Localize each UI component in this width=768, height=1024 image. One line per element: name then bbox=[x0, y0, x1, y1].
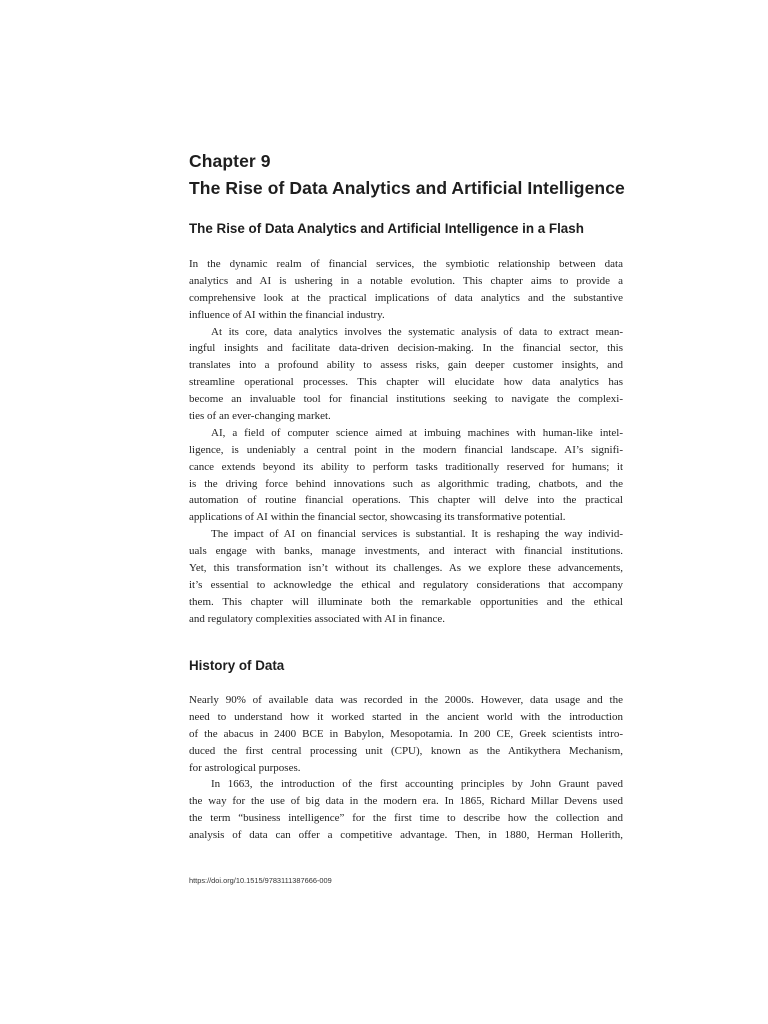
doi-link[interactable]: https://doi.org/10.1515/9783111387666-009 bbox=[189, 876, 332, 885]
text-line: automation of routine financial operations. This chapter will delve into the practical bbox=[189, 494, 623, 507]
text-line: cance extends beyond its ability to perform tasks traditionally reserved for humans; it bbox=[189, 460, 623, 473]
text-line: for astrological purposes. bbox=[189, 761, 301, 774]
text-line: In 1663, the introduction of the first accounting principles by John Graunt paved bbox=[211, 778, 623, 791]
text-line: the way for the use of big data in the modern era. In 1865, Richard Millar Devens used bbox=[189, 795, 623, 808]
text-line: applications of AI within the financial sector, showcasing its transformative potential. bbox=[189, 511, 566, 524]
text-line: it’s essential to acknowledge the ethical and regulatory considerations that accompany bbox=[189, 578, 623, 591]
text-line: comprehensive look at the practical implications of data analytics and the substantive bbox=[189, 291, 623, 304]
text-line: need to understand how it worked started in the ancient world with the introduction bbox=[189, 710, 623, 723]
text-line: translates into a profound ability to assess risks, gain deeper customer insights, and bbox=[189, 359, 623, 372]
text-line: Yet, this transformation isn’t without its challenges. As we explore these advancements, bbox=[189, 562, 623, 575]
text-line: the term “business intelligence” for the first time to describe how the collection and bbox=[189, 812, 623, 825]
chapter-title: The Rise of Data Analytics and Artificial Intelligence bbox=[189, 178, 625, 198]
section-body bbox=[189, 692, 623, 844]
text-line: Nearly 90% of available data was recorded in the 2000s. However, data usage and the bbox=[189, 694, 623, 706]
section-title: The Rise of Data Analytics and Artificial Intelligence in a Flash bbox=[189, 221, 584, 236]
text-line: of the abacus in 2400 BCE in Babylon, Mesopotamia. In 200 CE, Greek scientists intro- bbox=[189, 727, 623, 740]
section-title: History of Data bbox=[189, 658, 285, 673]
text-line: uals engage with banks, manage investments, and interact with financial institutions. bbox=[189, 545, 623, 558]
text-line: At its core, data analytics involves the systematic analysis of data to extract mean- bbox=[211, 325, 623, 338]
text-line: become an invaluable tool for financial institutions seeking to navigate the complexi- bbox=[189, 393, 623, 406]
text-line: AI, a field of computer science aimed at imbuing machines with human-like intel- bbox=[211, 426, 623, 439]
chapter-heading bbox=[189, 148, 649, 202]
text-line: them. This chapter will illuminate both the remarkable opportunities and the ethical bbox=[189, 595, 623, 608]
text-line: influence of AI within the financial industry. bbox=[189, 308, 385, 321]
chapter-number: Chapter 9 bbox=[189, 151, 271, 171]
section-body bbox=[189, 256, 623, 628]
text-line: In the dynamic realm of financial services, the symbiotic relationship between data bbox=[189, 258, 623, 270]
text-line: duced the first central processing unit (CPU), known as the Antikythera Mechanism, bbox=[189, 744, 623, 757]
text-line: The impact of AI on financial services is substantial. It is reshaping the way individ- bbox=[211, 528, 623, 541]
text-line: streamline operational processes. This chapter will elucidate how data analytics has bbox=[189, 376, 623, 389]
text-line: analysis of data can offer a competitive advantage. Then, in 1880, Herman Hollerith, bbox=[189, 829, 623, 842]
text-line: analytics and AI is ushering in a notable evolution. This chapter aims to provide a bbox=[189, 274, 623, 287]
text-line: is the driving force behind innovations such as algorithmic trading, chatbots, and the bbox=[189, 477, 623, 490]
text-line: ties of an ever-changing market. bbox=[189, 410, 331, 423]
text-line: and regulatory complexities associated with AI in finance. bbox=[189, 612, 445, 625]
text-line: ligence, is undeniably a central point in the modern financial landscape. AI’s signifi- bbox=[189, 443, 623, 456]
text-line: ingful insights and facilitate data-driven decision-making. In the financial sector, this bbox=[189, 342, 623, 355]
